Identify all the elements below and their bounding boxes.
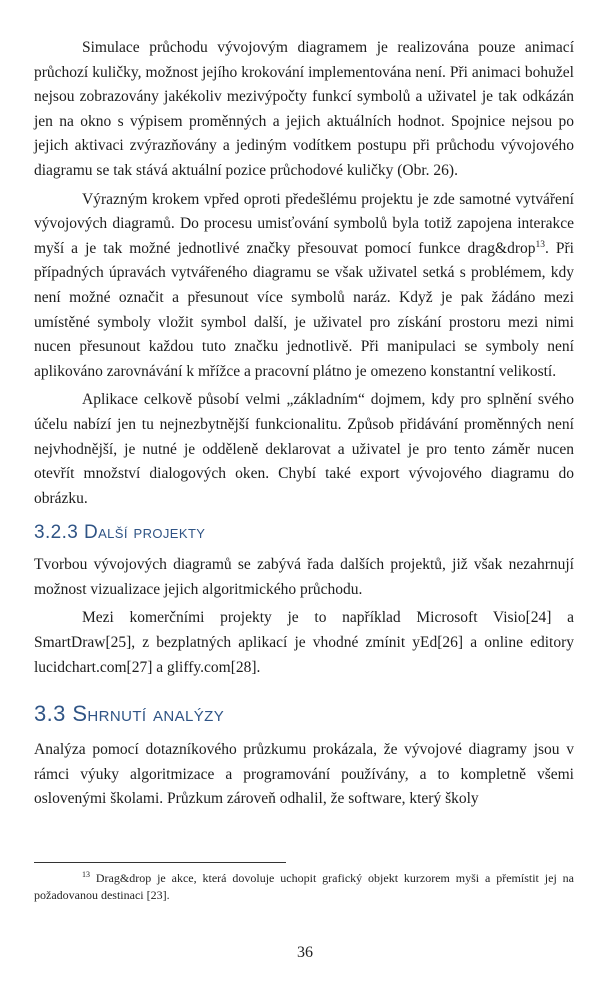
- heading-analysis-summary: [34, 700, 574, 728]
- heading-analysis-summary-title: Shrnutí analýzy: [72, 701, 225, 727]
- heading-analysis-summary-number: 3.3: [34, 701, 66, 727]
- paragraph-simulation: Simulace průchodu vývojovým diagramem je realizována pouze animací průchozí kuličky, možnost jejího krokování implementována není. Při animaci bohužel nejsou zobrazovány jakékoliv mezivýpočty funkcí symbolů a uživatel je tak odkázán jen na okno s výpisem proměnných a jejich aktuálních hodnot. Spojnice nejsou po jejich aktivaci zvýrazňovány a jediným vodítkem postupu při průchodu vývojového diagramu se tak stává aktuální pozice průchodové kuličky (Obr. 26).: [34, 39, 574, 179]
- body-text: [34, 36, 574, 812]
- paragraph-commercial-projects: Mezi komerčními projekty je to například Microsoft Visio[24] a SmartDraw[25], z bezplatných aplikací je vhodné zmínit yEd[26] a online editory lucidchart.com[27] a gliffy.com[28].: [34, 609, 574, 676]
- paragraph-diagram-creation-part1: Výrazným krokem vpřed oproti předešlému projektu je zde samotné vytváření vývojových diagramů. Do procesu umisťování symbolů byla totiž zapojena interakce myší a je tak možné jednotlivé značky přesouvat pomocí funkce drag&drop: [34, 190, 574, 257]
- heading-other-projects-number: 3.2.3: [34, 522, 79, 544]
- footnote-reference: 13: [535, 239, 545, 250]
- paragraph-diagram-creation: [34, 188, 574, 385]
- page-number: 36: [297, 944, 313, 961]
- footnote-text: Drag&drop je akce, která dovoluje uchopit grafický objekt kurzorem myši a přemístit jej na požadovanou destinaci [23].: [34, 871, 574, 902]
- paragraph-diagram-creation-part2: . Při případných úpravách vytvářeného diagramu se však uživatel setká s problémem, kdy není možné označit a přesunout více symbolů naráz. Když je pak žádáno mezi umístěné symboly vložit symbol další, je uživatel pro získání prostoru mezi nimi nucen přesunout každou tuto značku jednotlivě. Při manipulaci se symboly není aplikováno zarovnávání k mřížce a pracovní plátno je omezeno konstantní velikostí.: [34, 239, 574, 380]
- footnote: [34, 870, 574, 904]
- footnote-separator: [34, 862, 286, 863]
- paragraph-other-projects: Tvorbou vývojových diagramů se zabývá řada dalších projektů, již však nezahrnují možnost vizualizace jejich algoritmického průchodu.: [34, 556, 574, 598]
- paragraph-impression: Aplikace celkově působí velmi „základním“ dojmem, kdy pro splnění svého účelu nabízí jen tu nejnezbytnější funkcionalitu. Způsob přidávání proměnných není nejvhodnější, je nutné je odděleně deklarovat a uživatel je pro tento záměr nucen otevřít množství dialogových oken. Chybí také export vývojového diagramu do obrázku.: [34, 391, 574, 507]
- heading-other-projects: [34, 521, 574, 545]
- footnote-marker: 13: [82, 870, 90, 879]
- paragraph-analysis: Analýza pomocí dotazníkového průzkumu prokázala, že vývojové diagramy jsou v rámci výuky algoritmizace a programování používány, a to kompletně všemi oslovenými školami. Průzkum zároveň odhalil, že software, který školy: [34, 741, 574, 808]
- heading-other-projects-title: Další projekty: [83, 522, 206, 544]
